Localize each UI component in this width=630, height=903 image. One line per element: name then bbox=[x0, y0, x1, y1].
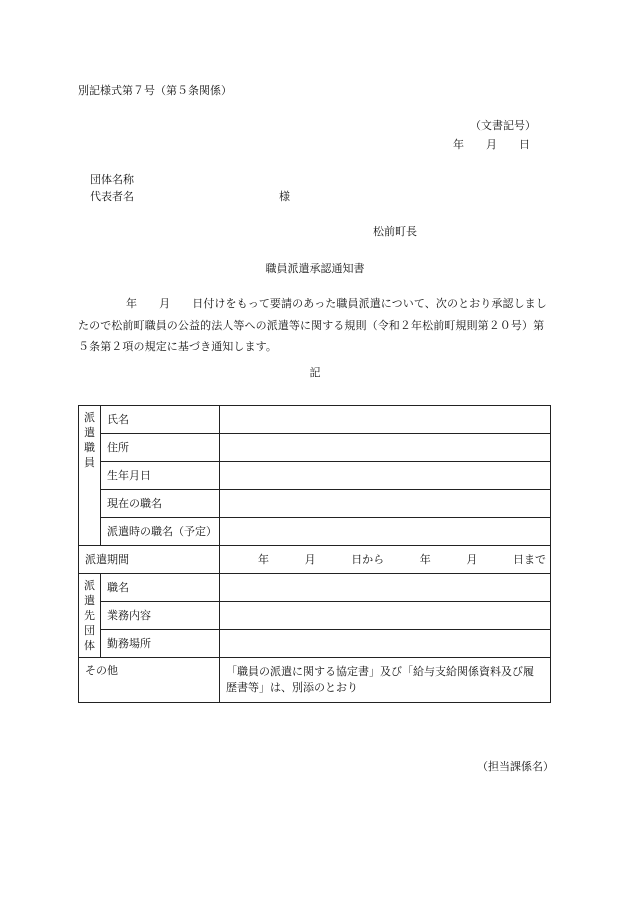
issuer: 松前町長 bbox=[373, 225, 417, 238]
row-label-birthdate: 生年月日 bbox=[101, 462, 220, 490]
row-label-address: 住所 bbox=[101, 434, 220, 462]
row-value-period[interactable]: 年 月 日から 年 月 日まで bbox=[220, 546, 551, 574]
row-value-other: 「職員の派遣に関する協定書」及び「給与支給関係資料及び履歴書等」は、別添のとおり bbox=[220, 658, 551, 703]
date-line bbox=[453, 138, 530, 151]
row-value-dispatch-position[interactable] bbox=[220, 518, 551, 546]
contact-section: （担当課係名） bbox=[477, 760, 554, 773]
date-month: 月 bbox=[486, 138, 497, 151]
row-label-period: 派遣期間 bbox=[79, 546, 220, 574]
date-year: 年 bbox=[453, 138, 464, 151]
row-label-current-position: 現在の職名 bbox=[101, 490, 220, 518]
table-row bbox=[79, 490, 551, 518]
representative-label: 代表者名 bbox=[90, 190, 134, 203]
destination-group-label: 派 遣 先 団 体 bbox=[79, 574, 101, 658]
body-month: 月 bbox=[159, 297, 171, 310]
row-value-name[interactable] bbox=[220, 406, 551, 434]
row-label-name: 氏名 bbox=[101, 406, 220, 434]
row-value-address[interactable] bbox=[220, 434, 551, 462]
form-number: 別記様式第７号（第５条関係） bbox=[78, 84, 232, 97]
row-value-birthdate[interactable] bbox=[220, 462, 551, 490]
info-table bbox=[78, 405, 551, 703]
table-row bbox=[79, 462, 551, 490]
body-year: 年 bbox=[126, 297, 138, 310]
date-day: 日 bbox=[519, 138, 530, 151]
row-value-duties[interactable] bbox=[220, 602, 551, 630]
table-row bbox=[79, 602, 551, 630]
table-row bbox=[79, 406, 551, 434]
table-row bbox=[79, 546, 551, 574]
table-row bbox=[79, 574, 551, 602]
document-title: 職員派遣承認通知書 bbox=[265, 262, 365, 275]
row-label-duties: 業務内容 bbox=[101, 602, 220, 630]
row-value-workplace[interactable] bbox=[220, 630, 551, 658]
row-label-workplace: 勤務場所 bbox=[101, 630, 220, 658]
honorific: 様 bbox=[279, 190, 290, 203]
table-row bbox=[79, 518, 551, 546]
body-paragraph bbox=[78, 293, 550, 358]
table-row bbox=[79, 658, 551, 703]
row-label-other: その他 bbox=[79, 658, 220, 703]
body-text: 日付けをもって要請のあった職員派遣について、次のとおり承認しましたので松前町職員の公益的法人等への派遣等に関する規則（令和２年松前町規則第２０号）第５条第２項の規定に基づき通知します。 bbox=[78, 297, 547, 353]
row-value-current-position[interactable] bbox=[220, 490, 551, 518]
row-value-dest-position[interactable] bbox=[220, 574, 551, 602]
row-label-dispatch-position: 派遣時の職名（予定） bbox=[101, 518, 220, 546]
row-label-dest-position: 職名 bbox=[101, 574, 220, 602]
table-row bbox=[79, 630, 551, 658]
document-number: （文書記号） bbox=[470, 119, 536, 132]
staff-group-label: 派 遣 職 員 bbox=[79, 406, 101, 546]
ki-heading: 記 bbox=[309, 366, 321, 379]
organization-label: 団体名称 bbox=[90, 173, 134, 186]
table-row bbox=[79, 434, 551, 462]
